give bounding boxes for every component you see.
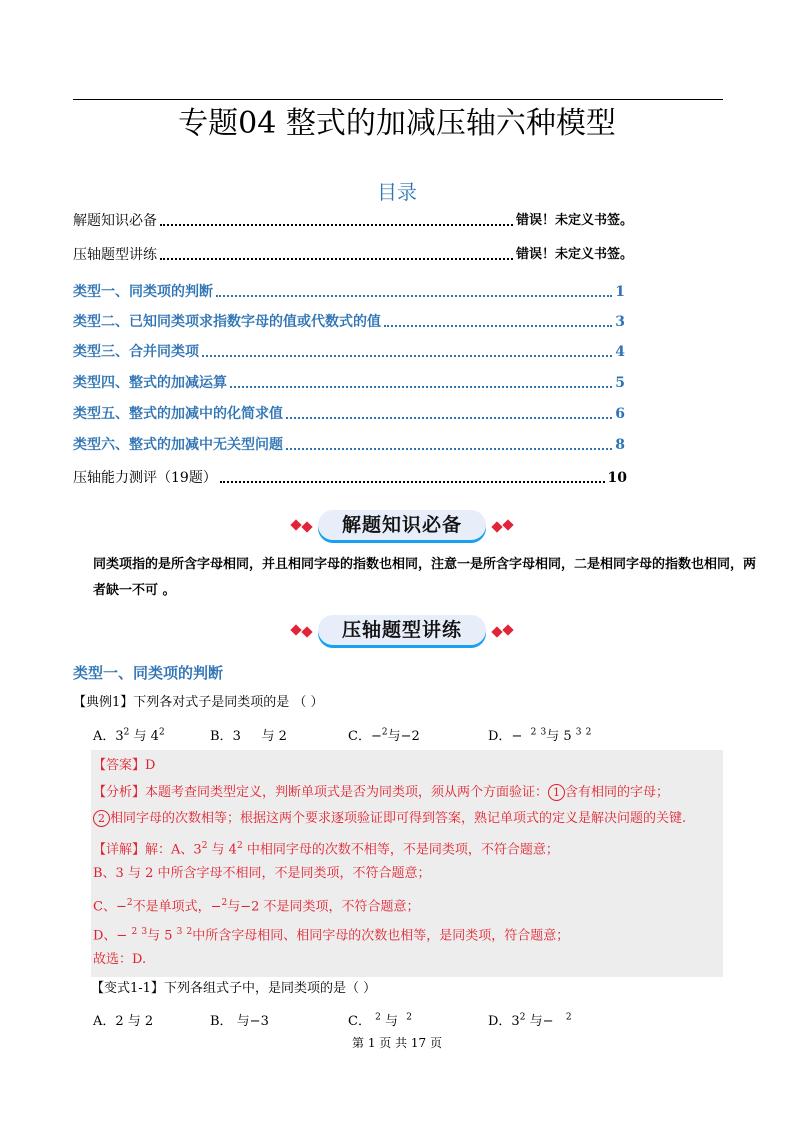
toc-entry-label: 类型二、已知同类项求指数字母的值或代数式的值 [73,314,381,330]
banner-pill [318,510,486,540]
section-banner-knowledge [290,510,514,544]
toc-entry-knowledge[interactable] [73,211,633,231]
toc-entry-page: 1 [615,284,625,300]
toc-entry-label: 类型六、整式的加减中无关型问题 [73,437,283,453]
toc-entry-assessment[interactable] [73,468,627,488]
diamond-icon [491,521,502,532]
option-a[interactable]: A．$3^2$ 与 $4^2$ [93,727,165,744]
variant-option-d[interactable]: D．$3^2$ 与− $^2$ [488,1012,572,1029]
analysis-line-1: 【分析】本题考查同类型定义，判断单项式是否为同类项，须从两个方面验证： 1 含有相同的字母； [93,785,670,800]
toc-entry-label: 类型四、整式的加减运算 [73,375,227,391]
toc-entry-type3[interactable] [73,342,625,362]
knowledge-paragraph: 同类项指的是所含字母相同，并且相同字母的指数也相同，注意一是所含字母相同，二是相同字母的指数也相同，两者缺一不可 。 [93,557,757,598]
page-footer: 第 1 页 共 17 页 [352,1036,442,1050]
toc-leader-dots [220,480,605,483]
diamond-icon [502,519,513,530]
toc-entry-label: 类型五、整式的加减中的化简求值 [73,406,283,422]
toc-entry-label: 压轴题型讲练 [73,247,157,263]
toc-leader-dots [230,385,612,388]
document-title: 专题04 整式的加减压轴六种模型 [178,106,616,141]
toc-entry-practice[interactable] [73,245,633,265]
toc-entry-page: 4 [615,344,625,360]
toc-entry-type5[interactable] [73,404,625,424]
toc-entry-label: 解题知识必备 [73,213,157,229]
toc-entry-type2[interactable] [73,312,625,332]
diamond-icon [502,624,513,635]
toc-leader-dots [286,447,612,450]
answer-line: 【答案】D [93,758,156,773]
toc-entry-page: 8 [615,437,625,453]
toc-entry-type1[interactable] [73,282,625,302]
analysis-line-2: 2 相同字母的次数相等；根据这两个要求逐项验证即可得到答案，熟记单项式的定义是解决问题的关键. [93,809,686,829]
variant-option-b[interactable]: B． 与−3 [210,1014,269,1029]
toc-leader-dots [216,294,612,297]
option-c[interactable]: C．−$^2$与−2 [348,727,420,744]
toc-entry-page: 6 [615,406,625,422]
question-text: 下列各组式子中，是同类项的是（ ） [163,981,377,996]
circled-number: 2 [93,810,110,827]
toc-entry-page: 5 [615,375,625,391]
diamond-icon [301,521,312,532]
detail-line-d: D、− $^2$ $^3$与 5 $^3$ $^2$中所含字母相同、相同字母的次数也相等，是同类项，符合题意； [93,927,570,944]
toc-leader-dots [202,354,612,357]
section-heading-type1: 类型一、同类项的判断 [73,664,224,682]
example-1-question [73,693,324,713]
variant-option-a[interactable]: A．2 与 2 [93,1014,154,1029]
section-banner-practice [290,615,514,649]
conclusion-line: 故选：D. [93,952,147,967]
toc-leader-dots [160,257,513,260]
banner-title: 压轴题型讲练 [341,619,462,641]
detail-line-a: 【详解】解：A、$3^2$ 与 $4^2$ 中相同字母的次数不相等，不是同类项，不符合题意； [93,841,559,858]
question-text: 下列各对式子是同类项的是 （ ） [133,695,324,710]
toc-leader-dots [160,223,513,226]
toc-entry-page: 3 [615,314,625,330]
toc-entry-type4[interactable] [73,373,625,393]
circled-number: 1 [548,784,565,801]
banner-title: 解题知识必备 [341,514,462,536]
toc-entry-page: 错误！未定义书签。 [515,247,633,262]
variant-tag: 【变式1-1】 [91,981,164,996]
toc-entry-page: 错误！未定义书签。 [515,213,633,228]
banner-pill [318,615,486,645]
toc-entry-type6[interactable] [73,435,625,455]
example-tag: 【典例1】 [73,695,134,710]
diamond-icon [491,626,502,637]
diamond-icon [290,519,301,530]
toc-entry-label: 类型三、合并同类项 [73,344,199,360]
toc-heading: 目录 [377,180,417,204]
option-d[interactable]: D．− $^2$ $^3$与 5 $^3$ $^2$ [488,727,592,744]
variant-option-c[interactable]: C． $^2$ 与 $^2$ [348,1012,412,1029]
toc-entry-page: 10 [607,470,627,486]
toc-entry-label: 类型一、同类项的判断 [73,284,213,300]
option-b[interactable]: B．3 与 2 [210,729,287,744]
header-rule [73,99,723,100]
diamond-icon [290,624,301,635]
variant-1-1-question [91,979,376,999]
diamond-icon [301,626,312,637]
detail-line-b: B、3 与 2 中所含字母不相同，不是同类项，不符合题意； [93,866,431,881]
toc-leader-dots [286,416,612,419]
detail-line-c: C、−$^2$不是单项式，−$^2$与−2 不是同类项，不符合题意； [93,898,420,915]
toc-leader-dots [384,324,612,327]
toc-entry-label: 压轴能力测评（19题） [73,470,217,486]
